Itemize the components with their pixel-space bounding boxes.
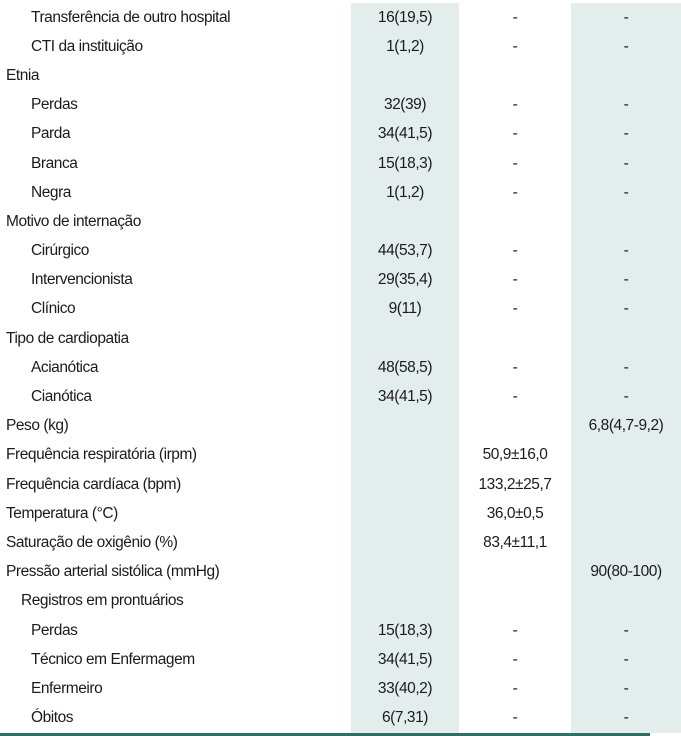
- row-label: Negra: [31, 183, 71, 201]
- cell-median-iqr: -: [571, 266, 681, 295]
- cell-mean-sd: [459, 412, 571, 441]
- cell-count: [351, 528, 459, 557]
- cell-count: [351, 412, 459, 441]
- cell-count: 16(19,5): [351, 3, 459, 32]
- table-row: [0, 266, 681, 295]
- cell-mean-sd: -: [512, 154, 518, 172]
- table-row: [0, 295, 681, 324]
- table-row: [0, 616, 681, 645]
- cell-median-iqr: -: [571, 149, 681, 178]
- cell-median-iqr: [571, 499, 681, 528]
- cell-median-iqr: -: [571, 32, 681, 61]
- cell-mean-sd: 133,2±25,7: [478, 475, 552, 493]
- cell-mean-sd: -: [512, 679, 518, 697]
- table-row: [0, 441, 681, 470]
- cell-median-iqr: [571, 587, 681, 616]
- table-row: [0, 237, 681, 266]
- cell-count: 15(18,3): [351, 149, 459, 178]
- cell-count: [351, 558, 459, 587]
- cell-count: [351, 61, 459, 90]
- cell-mean-sd: -: [512, 96, 518, 114]
- cell-median-iqr: -: [571, 704, 681, 733]
- row-label: Cianótica: [31, 388, 92, 406]
- cell-count: 48(58,5): [351, 353, 459, 382]
- cell-mean-sd: -: [512, 242, 518, 260]
- cell-median-iqr: [571, 207, 681, 236]
- cell-count: [351, 499, 459, 528]
- cell-mean-sd: [459, 587, 571, 616]
- table-row: [0, 704, 681, 733]
- row-label: Perdas: [31, 621, 78, 639]
- cell-median-iqr: [571, 324, 681, 353]
- row-label: Intervencionista: [31, 271, 133, 289]
- table-row: [0, 149, 681, 178]
- table-row: [0, 353, 681, 382]
- cell-count: 34(41,5): [351, 120, 459, 149]
- cell-mean-sd: 50,9±16,0: [482, 446, 548, 464]
- cell-count: 44(53,7): [351, 237, 459, 266]
- row-label: Peso (kg): [6, 417, 69, 435]
- row-label: Transferência de outro hospital: [31, 8, 231, 26]
- data-table: [0, 3, 681, 733]
- table-row: [0, 587, 681, 616]
- table-row: [0, 470, 681, 499]
- cell-mean-sd: 36,0±0,5: [486, 504, 544, 522]
- cell-mean-sd: -: [512, 125, 518, 143]
- row-label: Clínico: [31, 300, 76, 318]
- cell-mean-sd: -: [512, 650, 518, 668]
- row-label: Etnia: [6, 66, 40, 84]
- cell-median-iqr: [571, 61, 681, 90]
- cell-mean-sd: -: [512, 358, 518, 376]
- row-label: CTI da instituição: [31, 37, 143, 55]
- table-row: [0, 61, 681, 90]
- cell-count: [351, 324, 459, 353]
- cell-count: [351, 441, 459, 470]
- cell-count: 34(41,5): [351, 645, 459, 674]
- table-body: [0, 3, 681, 733]
- cell-mean-sd: -: [512, 388, 518, 406]
- cell-median-iqr: -: [571, 237, 681, 266]
- table-row: [0, 412, 681, 441]
- cell-mean-sd: [459, 207, 571, 236]
- cell-count: 1(1,2): [351, 178, 459, 207]
- row-label: Frequência cardíaca (bpm): [6, 475, 181, 493]
- cell-count: 33(40,2): [351, 674, 459, 703]
- row-label: Branca: [31, 154, 78, 172]
- row-label: Parda: [31, 125, 71, 143]
- cell-count: [351, 587, 459, 616]
- table-row: [0, 3, 681, 32]
- cell-median-iqr: -: [571, 353, 681, 382]
- row-label: Tipo de cardiopatia: [6, 329, 129, 347]
- row-label: Motivo de internação: [6, 212, 141, 230]
- cell-mean-sd: [459, 558, 571, 587]
- cell-mean-sd: 83,4±11,1: [483, 533, 547, 551]
- row-label: Frequência respiratória (irpm): [6, 446, 197, 464]
- table-row: [0, 558, 681, 587]
- cell-mean-sd: -: [512, 621, 518, 639]
- cell-mean-sd: [459, 61, 571, 90]
- table-row: [0, 382, 681, 411]
- table-row: [0, 32, 681, 61]
- table-row: [0, 674, 681, 703]
- row-label: Temperatura (°C): [6, 504, 118, 522]
- table-row: [0, 120, 681, 149]
- cell-count: 15(18,3): [351, 616, 459, 645]
- table-row: [0, 528, 681, 557]
- cell-median-iqr: 6,8(4,7-9,2): [571, 412, 681, 441]
- cell-count: 29(35,4): [351, 266, 459, 295]
- cell-mean-sd: -: [512, 8, 518, 26]
- cell-median-iqr: 90(80-100): [571, 558, 681, 587]
- cell-median-iqr: [571, 441, 681, 470]
- cell-median-iqr: -: [571, 295, 681, 324]
- cell-mean-sd: -: [512, 709, 518, 727]
- cell-mean-sd: -: [512, 300, 518, 318]
- row-label: Saturação de oxigênio (%): [6, 533, 178, 551]
- cell-median-iqr: [571, 470, 681, 499]
- row-label: Óbitos: [31, 709, 74, 727]
- cell-median-iqr: -: [571, 3, 681, 32]
- cell-count: 34(41,5): [351, 382, 459, 411]
- cell-median-iqr: -: [571, 382, 681, 411]
- cell-count: 32(39): [351, 91, 459, 120]
- cell-mean-sd: -: [512, 37, 518, 55]
- cell-count: 6(7,31): [351, 704, 459, 733]
- table-row: [0, 91, 681, 120]
- row-label: Cirúrgico: [31, 242, 89, 260]
- cell-count: 1(1,2): [351, 32, 459, 61]
- cell-mean-sd: -: [512, 271, 518, 289]
- cell-count: [351, 470, 459, 499]
- cell-count: [351, 207, 459, 236]
- row-label: Perdas: [31, 96, 78, 114]
- cell-mean-sd: -: [512, 183, 518, 201]
- row-label: Enfermeiro: [31, 679, 103, 697]
- row-label: Pressão arterial sistólica (mmHg): [6, 563, 220, 581]
- cell-count: 9(11): [351, 295, 459, 324]
- cell-median-iqr: -: [571, 645, 681, 674]
- cell-median-iqr: [571, 528, 681, 557]
- row-label: Acianótica: [31, 358, 99, 376]
- cell-median-iqr: -: [571, 674, 681, 703]
- table-row: [0, 645, 681, 674]
- cell-median-iqr: -: [571, 616, 681, 645]
- cell-median-iqr: -: [571, 178, 681, 207]
- cell-median-iqr: -: [571, 120, 681, 149]
- cell-mean-sd: [459, 324, 571, 353]
- cell-median-iqr: -: [571, 91, 681, 120]
- table-row: [0, 324, 681, 353]
- table-row: [0, 499, 681, 528]
- table-row: [0, 178, 681, 207]
- table-row: [0, 207, 681, 236]
- row-label: Técnico em Enfermagem: [31, 650, 195, 668]
- row-label: Registros em prontuários: [21, 592, 184, 610]
